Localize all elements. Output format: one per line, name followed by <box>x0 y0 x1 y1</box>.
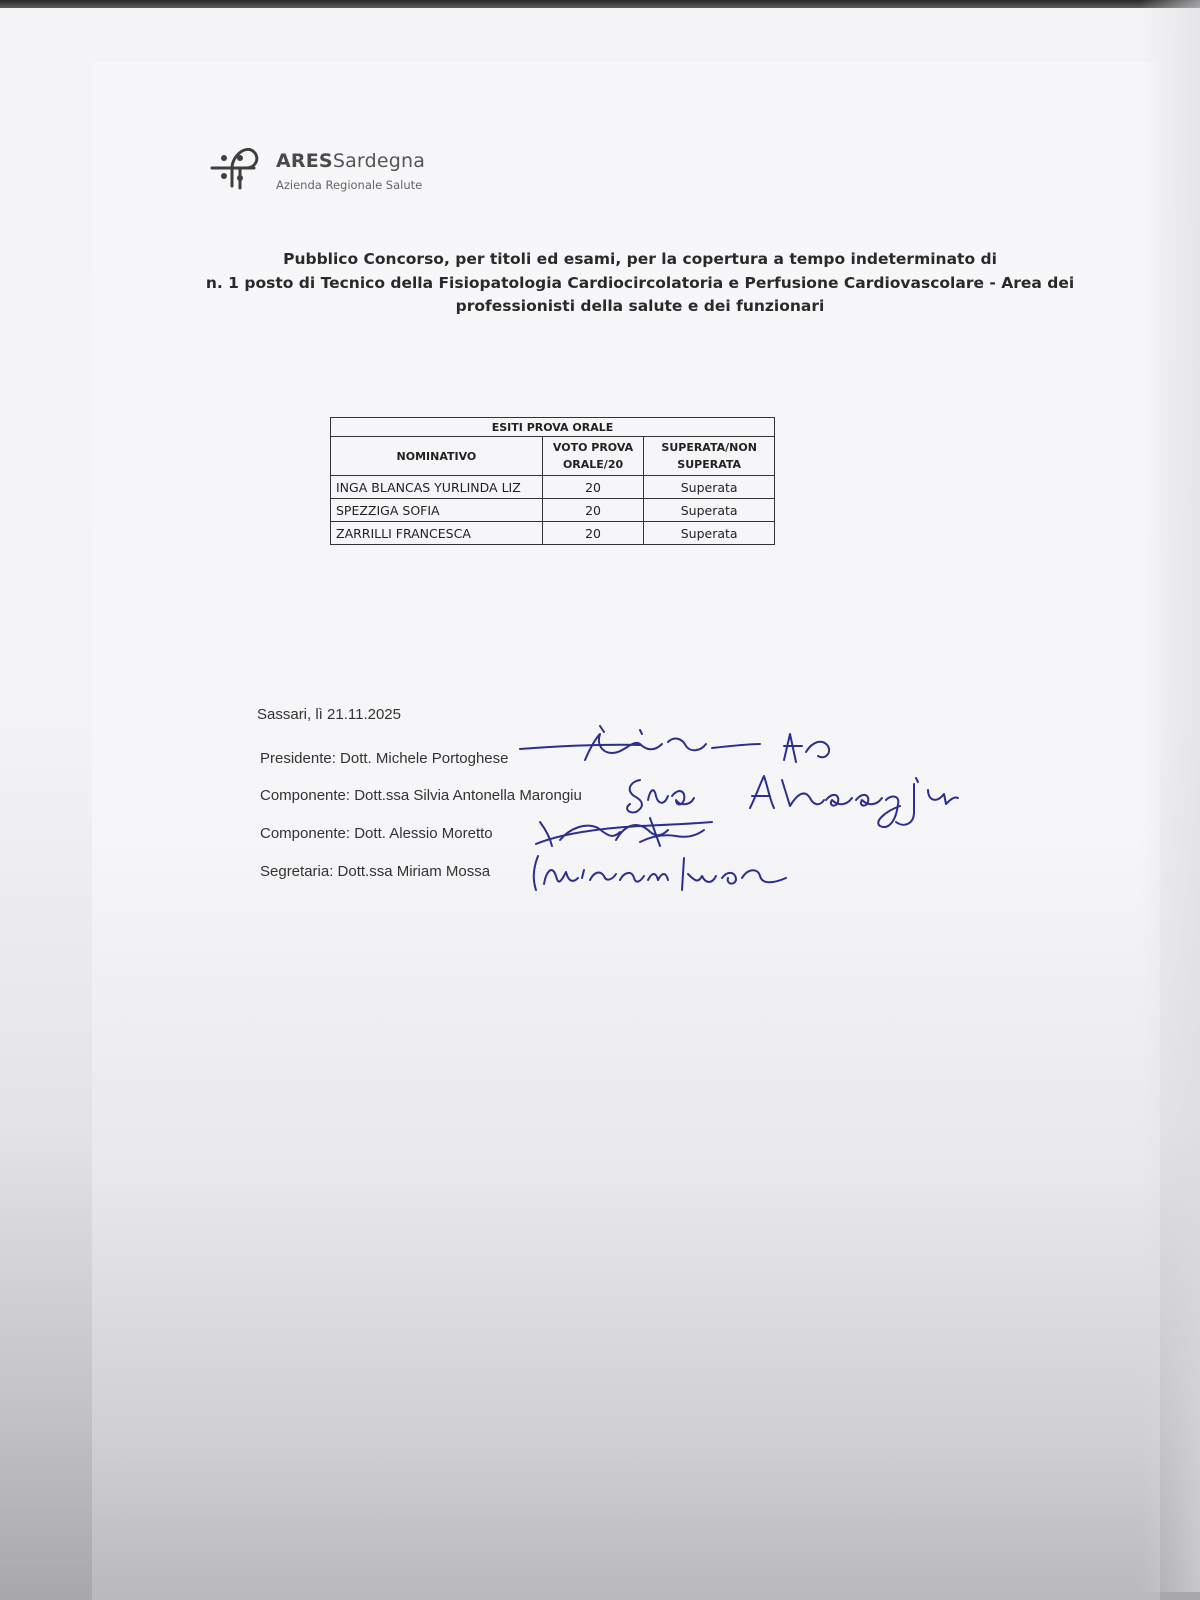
row-name: SPEZZIGA SOFIA <box>331 499 543 522</box>
title-line-3: professionisti della salute e dei funzionari <box>455 297 825 315</box>
table-caption: ESITI PROVA ORALE <box>331 418 775 437</box>
row-vote: 20 <box>542 476 644 499</box>
logo-subtitle: Azienda Regionale Salute <box>276 178 423 192</box>
results-table <box>330 417 775 545</box>
row-name: ZARRILLI FRANCESCA <box>331 522 543 545</box>
row-vote: 20 <box>542 522 644 545</box>
commission-member-2: Componente: Dott. Alessio Moretto <box>260 825 493 842</box>
row-vote: 20 <box>542 499 644 522</box>
row-name: INGA BLANCAS YURLINDA LIZ <box>331 476 543 499</box>
row-outcome: Superata <box>644 476 775 499</box>
ares-logo-icon <box>210 138 266 194</box>
title-line-1: Pubblico Concorso, per titoli ed esami, per la copertura a tempo indeterminato di <box>283 250 997 268</box>
logo-title: ARESSardegna <box>276 150 426 172</box>
document-title <box>200 248 1080 319</box>
commission-secretary: Segretaria: Dott.ssa Miriam Mossa <box>260 863 491 880</box>
commission-president: Presidente: Dott. Michele Portoghese <box>260 750 509 767</box>
row-outcome: Superata <box>644 522 775 545</box>
row-outcome: Superata <box>644 499 775 522</box>
header-vote: VOTO PROVA ORALE/20 <box>542 437 644 476</box>
header-name: NOMINATIVO <box>331 437 543 476</box>
commission-member-1: Componente: Dott.ssa Silvia Antonella Marongiu <box>260 787 582 804</box>
table-row <box>331 476 775 499</box>
table-row <box>331 522 775 545</box>
place-date: Sassari, lì 21.11.2025 <box>257 706 401 723</box>
header-outcome: SUPERATA/NON SUPERATA <box>644 437 775 476</box>
paper-edge-shadow <box>1140 0 1200 1592</box>
table-row <box>331 499 775 522</box>
ares-logo <box>210 138 470 198</box>
title-line-2: n. 1 posto di Tecnico della Fisiopatologia Cardiocircolatoria e Perfusione Cardiovascolare - Area dei <box>205 273 1075 292</box>
